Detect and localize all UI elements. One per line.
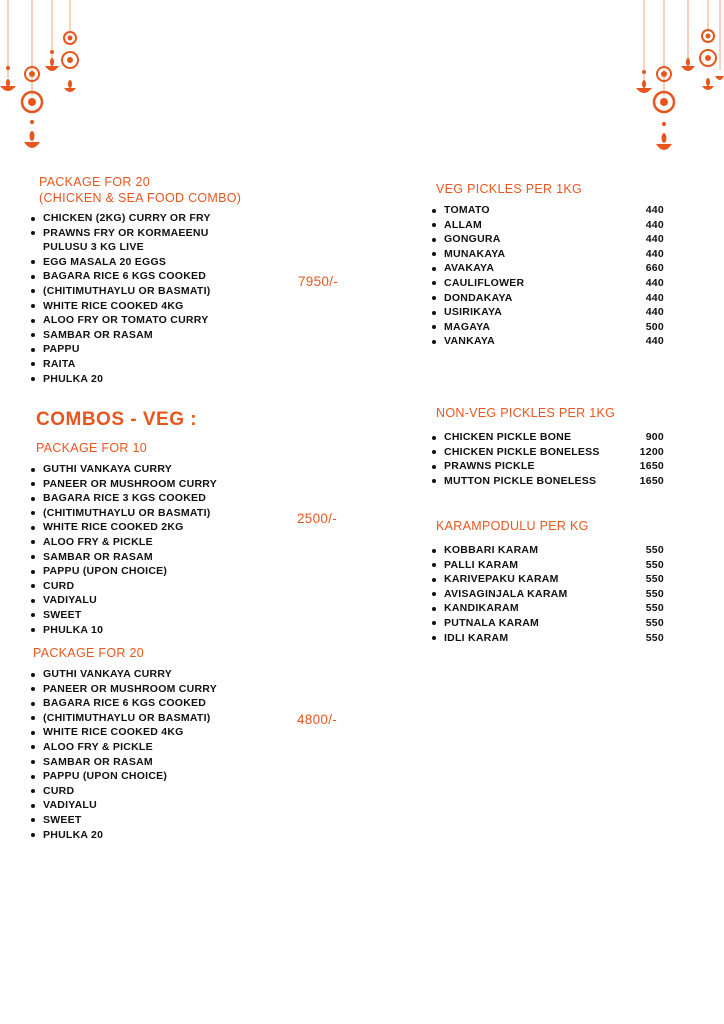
list-item: SWEET <box>29 813 217 828</box>
item-name: MUNAKAYA <box>444 247 506 260</box>
list-item: PULUSU 3 KG LIVE <box>43 241 144 254</box>
nonveg-combo-price: 7950/- <box>298 274 339 289</box>
item-name: KANDIKARAM <box>444 602 519 615</box>
veg-package20-title: PACKAGE FOR 20 <box>33 646 144 660</box>
list-item <box>430 474 664 489</box>
item-name: PRAWNS PICKLE <box>444 460 535 473</box>
item-name: CAULIFLOWER <box>444 276 525 289</box>
nonveg-combo-title <box>39 174 241 206</box>
list-item <box>430 261 664 276</box>
item-price: 660 <box>645 262 664 275</box>
item-name: GONGURA <box>444 233 501 246</box>
list-item: CURD <box>29 579 217 594</box>
item-price: 440 <box>645 306 664 319</box>
item-name: IDLI KARAM <box>444 631 509 644</box>
list-item <box>430 616 664 631</box>
item-name: TOMATO <box>444 204 490 216</box>
veg-package20-price: 4800/- <box>297 712 338 727</box>
list-item: SAMBAR OR RASAM <box>29 328 211 343</box>
list-item: SAMBAR OR RASAM <box>29 550 217 565</box>
list-item: (CHITIMUTHAYLU OR BASMATI) <box>29 284 211 299</box>
item-price: 440 <box>645 247 664 260</box>
nonveg-pickles-list <box>430 430 664 488</box>
item-name: CHICKEN PICKLE BONE <box>444 431 572 443</box>
item-price: 550 <box>645 602 664 615</box>
list-item: BAGARA RICE 6 KGS COOKED <box>29 269 211 284</box>
item-name: ALLAM <box>444 218 482 231</box>
veg-package20-items <box>29 667 217 842</box>
item-price: 440 <box>645 276 664 289</box>
list-item: (CHITIMUTHAYLU OR BASMATI) <box>29 711 217 726</box>
list-item <box>430 276 664 291</box>
item-name: VANKAYA <box>444 335 495 348</box>
item-price: 550 <box>645 544 664 556</box>
list-item: PHULKA 20 <box>29 372 211 387</box>
list-item <box>430 203 664 218</box>
item-price: 1650 <box>639 474 664 487</box>
nonveg-combo-title-line1: PACKAGE FOR 20 <box>39 175 150 189</box>
item-name: MUTTON PICKLE BONELESS <box>444 474 597 487</box>
list-item: BAGARA RICE 3 KGS COOKED <box>29 491 217 506</box>
item-price: 500 <box>645 320 664 333</box>
list-item <box>430 430 664 445</box>
veg-pickles-list <box>430 203 664 349</box>
list-item: CURD <box>29 784 217 799</box>
item-price: 550 <box>645 587 664 600</box>
list-item <box>430 334 664 349</box>
list-item <box>430 558 664 573</box>
veg-pickles-title: VEG PICKLES PER 1KG <box>436 182 583 196</box>
list-item: GUTHI VANKAYA CURRY <box>29 667 217 682</box>
item-price: 440 <box>645 335 664 348</box>
list-item: VADIYALU <box>29 798 217 813</box>
list-item <box>430 459 664 474</box>
nonveg-pickles-title: NON-VEG PICKLES PER 1KG <box>436 406 616 420</box>
list-item: PHULKA 10 <box>29 623 217 638</box>
list-item <box>430 247 664 262</box>
item-price: 550 <box>645 558 664 571</box>
veg-package10-items <box>29 462 217 637</box>
list-item <box>430 445 664 460</box>
list-item: RAITA <box>29 357 211 372</box>
item-price: 440 <box>645 291 664 304</box>
list-item: WHITE RICE COOKED 4KG <box>29 725 217 740</box>
item-name: AVAKAYA <box>444 262 495 275</box>
item-price: 550 <box>645 573 664 586</box>
list-item: WHITE RICE COOKED 4KG <box>29 299 211 314</box>
hanging-lamps-decoration-icon <box>634 0 724 160</box>
list-item: SAMBAR OR RASAM <box>29 755 217 770</box>
list-item: ALOO FRY & PICKLE <box>29 740 217 755</box>
list-item <box>430 232 664 247</box>
item-price: 1650 <box>639 460 664 473</box>
item-name: KOBBARI KARAM <box>444 544 539 556</box>
list-item <box>430 320 664 335</box>
list-item: WHITE RICE COOKED 2KG <box>29 520 217 535</box>
nonveg-combo-title-line2: (CHICKEN & SEA FOOD COMBO) <box>39 191 242 205</box>
list-item <box>430 218 664 233</box>
list-item: ALOO FRY OR TOMATO CURRY <box>29 313 211 328</box>
karampodulu-list <box>430 543 664 645</box>
list-item <box>430 631 664 646</box>
veg-combos-heading: COMBOS - VEG : <box>36 409 198 430</box>
item-price: 550 <box>645 616 664 629</box>
list-item: VADIYALU <box>29 593 217 608</box>
list-item <box>430 587 664 602</box>
veg-package10-title: PACKAGE FOR 10 <box>36 441 147 455</box>
list-item: GUTHI VANKAYA CURRY <box>29 462 217 477</box>
list-item: (CHITIMUTHAYLU OR BASMATI) <box>29 506 217 521</box>
list-item: PRAWNS FRY OR KORMAEENU <box>29 226 211 241</box>
list-item: PAPPU (UPON CHOICE) <box>29 564 217 579</box>
item-price: 440 <box>645 233 664 246</box>
item-price: 1200 <box>639 445 664 458</box>
item-name: USIRIKAYA <box>444 306 503 319</box>
item-price: 440 <box>645 204 664 216</box>
item-name: DONDAKAYA <box>444 291 513 304</box>
item-name: CHICKEN PICKLE BONELESS <box>444 445 600 458</box>
karampodulu-title: KARAMPODULU PER KG <box>436 519 589 533</box>
list-item: BAGARA RICE 6 KGS COOKED <box>29 696 217 711</box>
item-name: MAGAYA <box>444 320 491 333</box>
item-name: AVISAGINJALA KARAM <box>444 587 568 600</box>
item-price: 440 <box>645 218 664 231</box>
list-item: ALOO FRY & PICKLE <box>29 535 217 550</box>
list-item: PHULKA 20 <box>29 828 217 843</box>
list-item <box>430 601 664 616</box>
list-item: CHICKEN (2KG) CURRY OR FRY <box>29 211 211 226</box>
list-item: SWEET <box>29 608 217 623</box>
item-name: KARIVEPAKU KARAM <box>444 573 559 586</box>
item-price: 900 <box>645 431 664 443</box>
list-item <box>430 572 664 587</box>
item-name: PUTNALA KARAM <box>444 616 540 629</box>
hanging-lamps-decoration-icon <box>0 0 90 160</box>
list-item <box>430 543 664 558</box>
veg-package10-price: 2500/- <box>297 511 338 526</box>
list-item <box>430 291 664 306</box>
list-item: PAPPU <box>29 342 211 357</box>
item-name: PALLI KARAM <box>444 558 519 571</box>
item-price: 550 <box>645 631 664 644</box>
list-item: EGG MASALA 20 EGGS <box>29 255 211 270</box>
nonveg-combo-items <box>29 211 211 386</box>
list-item: PANEER OR MUSHROOM CURRY <box>29 477 217 492</box>
list-item: PAPPU (UPON CHOICE) <box>29 769 217 784</box>
list-item: PANEER OR MUSHROOM CURRY <box>29 682 217 697</box>
list-item <box>430 305 664 320</box>
